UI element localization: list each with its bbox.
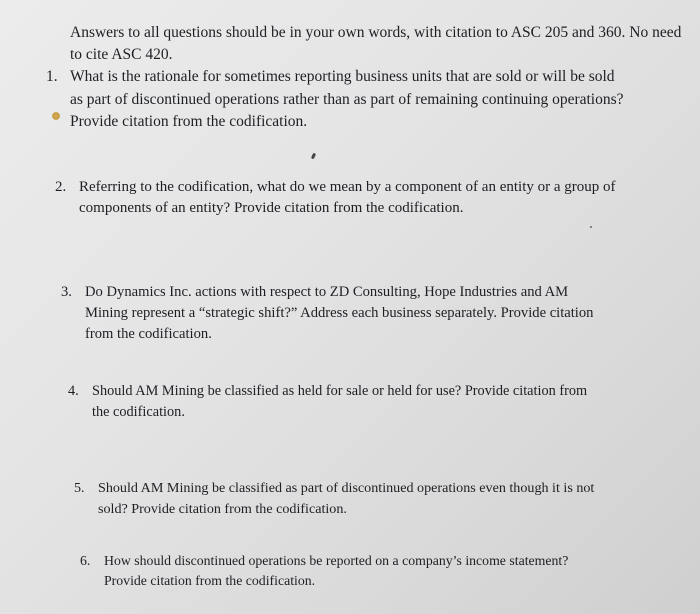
- question-line: sold? Provide citation from the codification.: [98, 500, 347, 517]
- pen-tick-mark: [311, 153, 316, 160]
- question-line: Should AM Mining be classified as held for sale or held for use? Provide citation from: [92, 383, 588, 399]
- question-number: 2.: [55, 179, 67, 195]
- question-number: 1.: [46, 68, 58, 85]
- question-line: How should discontinued operations be reported on a company’s income statement?: [104, 553, 569, 568]
- question-1: [46, 66, 624, 134]
- question-text: [92, 381, 587, 423]
- question-line: from the codification.: [85, 326, 212, 342]
- question-4: [68, 381, 587, 423]
- question-number: 4.: [68, 383, 79, 399]
- question-line: Do Dynamics Inc. actions with respect to ZD Consulting, Hope Industries and AM: [85, 284, 569, 300]
- question-number: 6.: [80, 553, 91, 568]
- question-5: [74, 478, 594, 519]
- question-number: 3.: [61, 284, 72, 300]
- instructions-line-2: No need to cite ASC 420.: [70, 24, 682, 63]
- question-text: [85, 282, 593, 345]
- question-line: Mining represent a “strategic shift?” Address each business separately. Provide citation: [85, 305, 594, 321]
- question-line: Provide citation from the codification.: [70, 113, 308, 130]
- speck-mark: [590, 226, 592, 228]
- question-number: 5.: [74, 480, 85, 496]
- question-text: [98, 478, 594, 519]
- highlighter-dot-mark: [52, 112, 60, 120]
- question-line: Provide citation from the codification.: [104, 573, 316, 588]
- question-2: [55, 177, 616, 219]
- instructions-line-1: Answers to all questions should be in your own words, with citation to ASC 205 and 360.: [70, 24, 626, 41]
- question-3: [61, 282, 593, 345]
- question-6: [80, 551, 568, 591]
- instructions: [70, 22, 690, 66]
- question-line: components of an entity? Provide citation from the codification.: [79, 200, 464, 216]
- question-text: [104, 551, 568, 591]
- question-line: as part of discontinued operations rather than as part of remaining continuing operations?: [70, 90, 624, 108]
- question-line: Should AM Mining be classified as part of discontinued operations even though it is not: [98, 480, 595, 496]
- question-line: the codification.: [92, 404, 185, 420]
- question-text: [70, 66, 624, 134]
- question-text: [79, 177, 616, 219]
- question-line: What is the rationale for sometimes reporting business units that are sold or will be sold: [70, 68, 615, 85]
- question-line: Referring to the codification, what do we mean by a component of an entity or a group of: [79, 179, 616, 195]
